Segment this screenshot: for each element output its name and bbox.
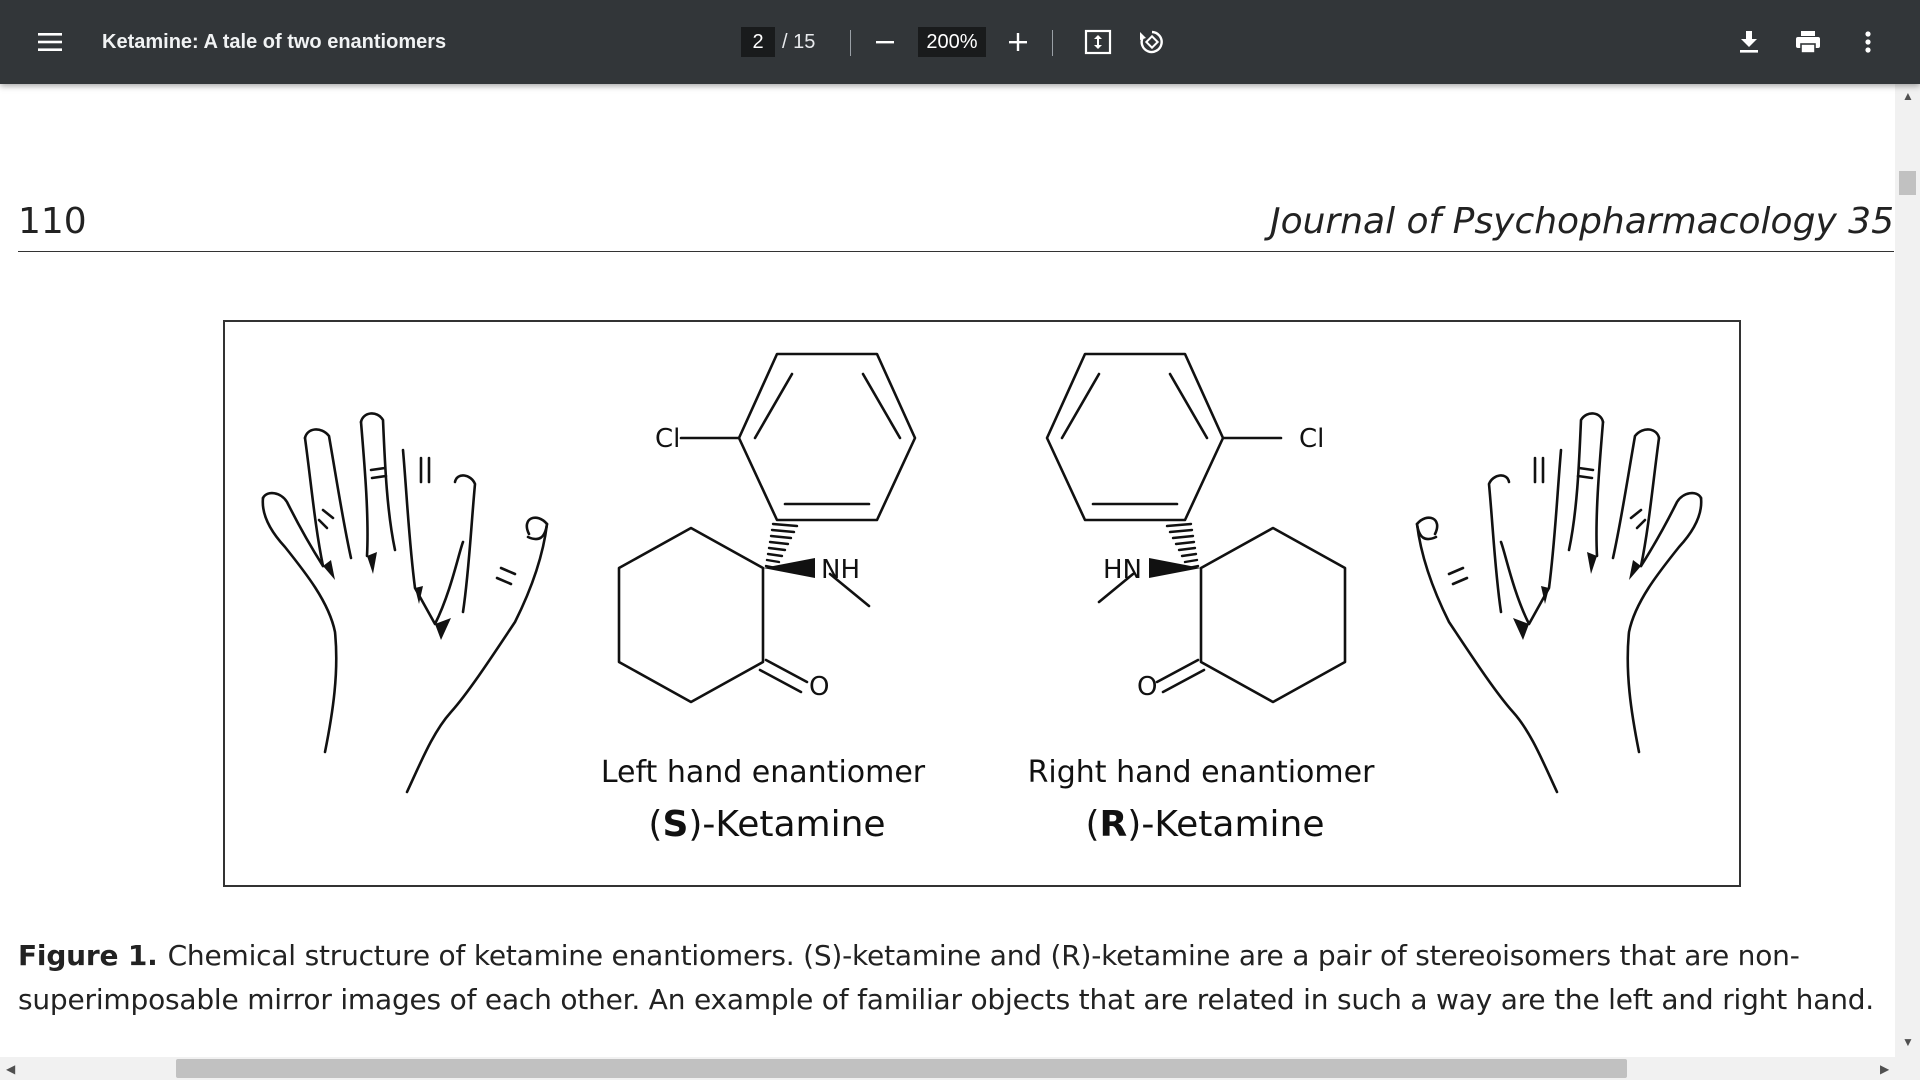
atom-cl-left: Cl [655, 424, 681, 454]
left-enantiomer-label: Left hand enantiomer [600, 755, 926, 790]
atom-nh-left: NH [821, 555, 860, 585]
page-number: 110 [18, 201, 87, 242]
left-hand-drawing [263, 413, 547, 792]
r-ketamine-name: (R)-Ketamine [1085, 804, 1325, 845]
scroll-down-icon[interactable]: ▼ [1902, 1035, 1914, 1049]
download-icon[interactable] [1727, 20, 1771, 64]
pdf-viewport[interactable] [0, 84, 1895, 1057]
atom-cl-right: Cl [1299, 424, 1325, 454]
running-header [18, 201, 1894, 252]
scroll-left-icon[interactable]: ◀ [6, 1062, 16, 1076]
atom-hn-right: HN [1103, 555, 1142, 585]
figure-caption [18, 934, 1888, 1022]
page-number-input[interactable]: 2 [741, 27, 775, 57]
caption-text: Chemical structure of ketamine enantiomers. (S)-ketamine and (R)-ketamine are a pair of stereoisomers that are non-superimposable mirror images of each other. An example of familiar objects that are related in such a way are the left and right hand. [18, 939, 1875, 1016]
vertical-scrollbar[interactable] [1895, 84, 1920, 1057]
zoom-level-input[interactable]: 200% [918, 27, 986, 57]
journal-title: Journal of Psychopharmacology 35 [1269, 201, 1894, 242]
s-ketamine-name: (S)-Ketamine [648, 804, 886, 845]
horizontal-scroll-thumb[interactable] [176, 1059, 1627, 1078]
atom-o-right: O [1137, 672, 1158, 702]
pdf-toolbar [0, 0, 1920, 84]
toolbar-divider [850, 30, 851, 56]
right-enantiomer-label: Right hand enantiomer [1027, 755, 1375, 790]
toolbar-divider [1052, 30, 1053, 56]
print-icon[interactable] [1786, 20, 1830, 64]
vertical-scroll-thumb[interactable] [1899, 171, 1916, 195]
page-total: / 15 [782, 31, 816, 53]
atom-o-left: O [809, 672, 830, 702]
rotate-icon[interactable] [1130, 20, 1174, 64]
right-hand-drawing [1417, 413, 1701, 792]
r-ketamine-structure [1047, 354, 1345, 702]
s-hashed-bond [766, 524, 797, 568]
r-hashed-bond [1167, 524, 1198, 568]
more-vert-icon[interactable] [1846, 20, 1890, 64]
s-ketamine-structure [619, 354, 915, 702]
scroll-right-icon[interactable]: ▶ [1880, 1062, 1890, 1076]
zoom-out-icon[interactable] [863, 20, 907, 64]
zoom-in-icon[interactable] [996, 20, 1040, 64]
figure-1 [223, 320, 1741, 887]
document-title: Ketamine: A tale of two enantiomers [102, 31, 447, 53]
menu-icon[interactable] [28, 20, 72, 64]
scroll-up-icon[interactable]: ▲ [1902, 89, 1914, 103]
caption-label: Figure 1. [18, 939, 158, 972]
fit-page-icon[interactable] [1076, 20, 1120, 64]
figure-illustration [225, 322, 1739, 885]
